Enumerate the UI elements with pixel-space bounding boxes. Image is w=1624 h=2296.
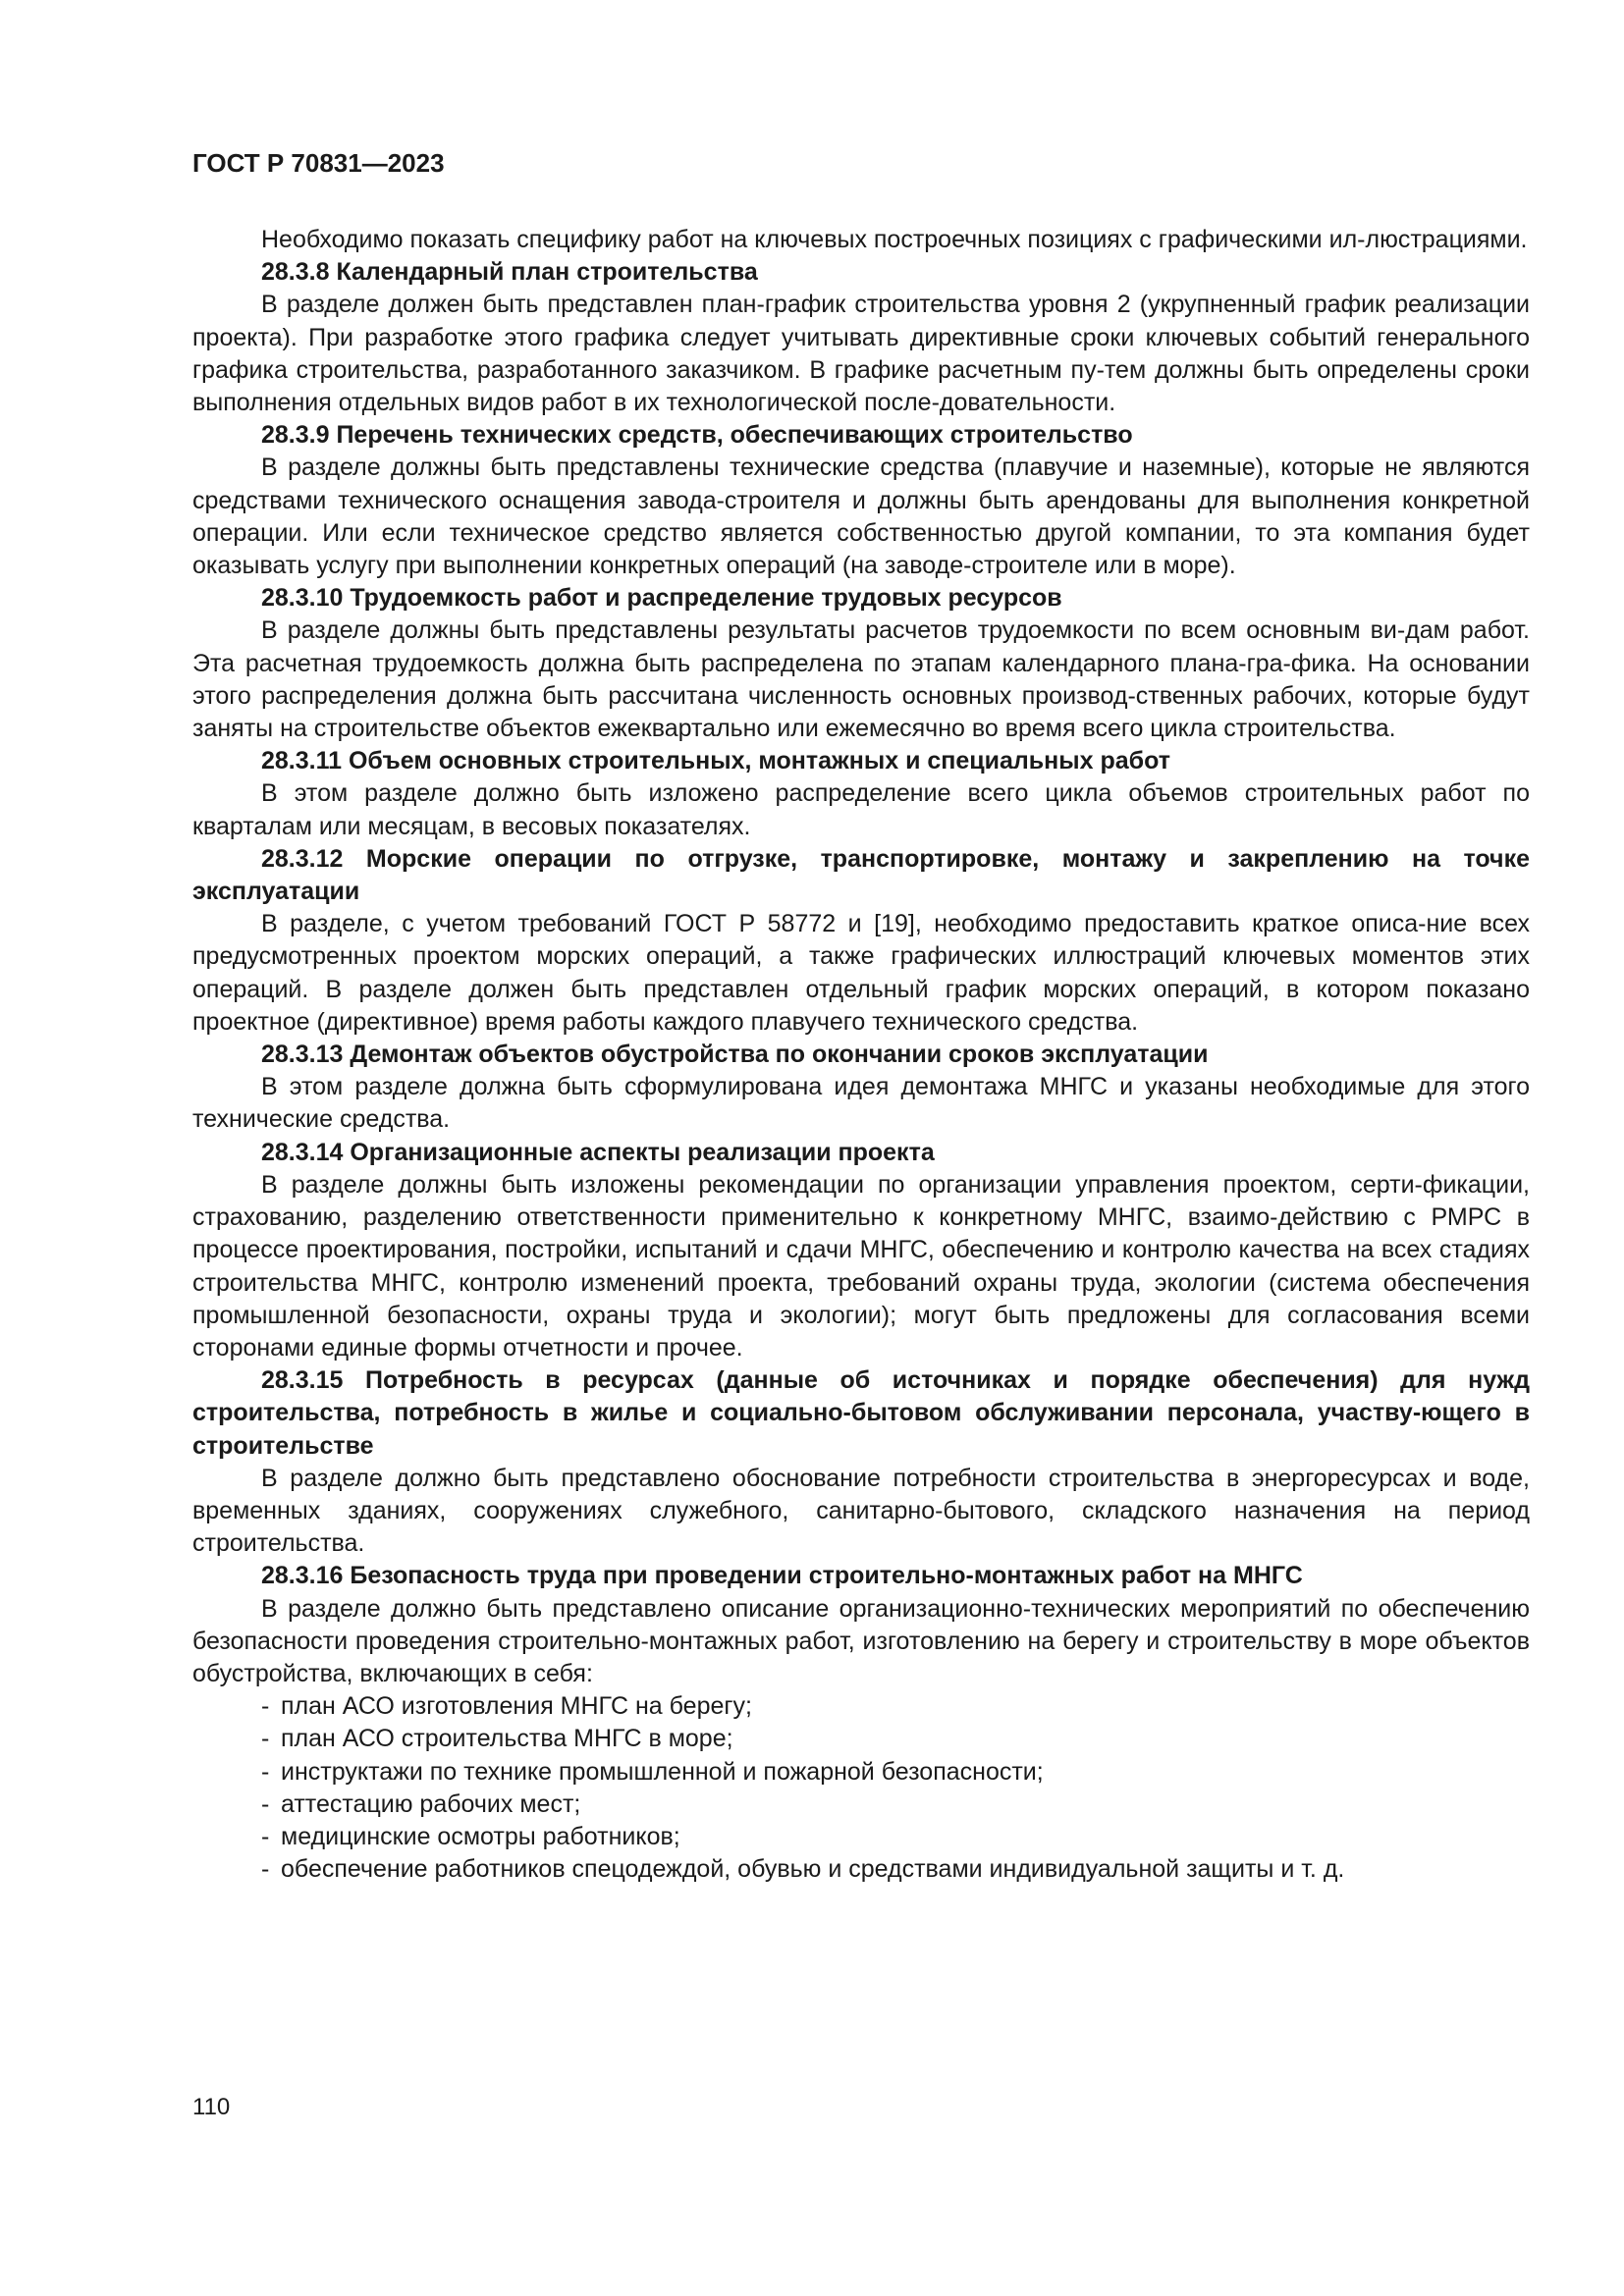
list-item-text: обеспечение работников спецодеждой, обувью и средствами индивидуальной защиты и т. д. [281,1855,1345,1884]
list-item [192,1723,1530,1755]
body-paragraph: В разделе должны быть представлены результаты расчетов трудоемкости по всем основным ви-дам работ. Эта расчетная трудоемкость должна быть распределена по этапам календарного плана-гра-фика. На основании этого распределения должна быть рассчитана численность основных производ-ственных рабочих, которые будут заняты на строительстве объектов ежеквартально или ежемесячно во время всего цикла строительства. [192,616,1530,743]
section-heading: 28.3.13 Демонтаж объектов обустройства по окончании сроков эксплуатации [261,1041,1209,1069]
list-item [192,1756,1530,1789]
body-paragraph: В этом разделе должна быть сформулирована идея демонтажа МНГС и указаны необходимые для этого технические средства. [192,1073,1530,1134]
section-heading: 28.3.12 Морские операции по отгрузке, транспортировке, монтажу и закреплению на точке эксплуатации [192,844,1530,906]
section-heading: 28.3.16 Безопасность труда при проведении строительно-монтажных работ на МНГС [261,1562,1303,1590]
list-item-text: инструктажи по технике промышленной и пожарной безопасности; [281,1757,1044,1786]
body-paragraph: В разделе должно быть представлено описание организационно-технических мероприятий по обеспечению безопасности проведения строительно-монтажных работ, изготовлению на берегу и строительству в море объектов обустройства, включающих в себя: [192,1594,1530,1687]
document-body [192,224,1530,1886]
list-item-text: аттестацию рабочих мест; [281,1789,581,1818]
section-heading: 28.3.10 Трудоемкость работ и распределение трудовых ресурсов [261,584,1062,613]
requirements-list [192,1690,1530,1886]
list-item [192,1853,1530,1886]
list-item [192,1690,1530,1723]
list-item-text: план АСО строительства МНГС в море; [281,1725,733,1753]
list-item-text: медицинские осмотры работников; [281,1822,680,1850]
list-item-text: план АСО изготовления МНГС на берегу; [281,1692,752,1721]
list-dash-marker: - [261,1757,270,1786]
list-dash-marker: - [261,1855,270,1884]
body-paragraph: В этом разделе должно быть изложено распределение всего цикла объемов строительных работ по кварталам или месяцам, в весовых показателях. [192,779,1530,840]
body-paragraph: В разделе должны быть представлены технические средства (плавучие и наземные), которые не являются средствами технического оснащения завода-строителя и должны быть арендованы для выполнения конкретной операции. Или если техническое средство является собственностью другой компании, то эта компания будет оказывать услугу при выполнении конкретных операций (на заводе-строителе или в море). [192,454,1530,580]
body-paragraph: Необходимо показать специфику работ на ключевых построечных позициях с графическими ил-люстрациями. [261,226,1528,253]
page-number: 110 [192,2094,231,2120]
list-dash-marker: - [261,1692,270,1721]
section-heading: 28.3.14 Организационные аспекты реализации проекта [261,1138,935,1166]
body-paragraph: В разделе должно быть представлено обоснование потребности строительства в энергоресурсах и воде, временных зданиях, сооружениях служебного, санитарно-бытового, складского назначения на период строительства. [192,1464,1530,1558]
section-heading: 28.3.15 Потребность в ресурсах (данные об источниках и порядке обеспечения) для нужд строительства, потребность в жилье и социально-бытовом обслуживании персонала, участву-ющего в строительстве [192,1366,1530,1460]
body-paragraph: В разделе, с учетом требований ГОСТ Р 58772 и [19], необходимо предоставить краткое описа-ние всех предусмотренных проектом морских операций, а также графических иллюстраций ключевых моментов этих операций. В разделе должен быть представлен отдельный график морских операций, в котором показано проектное (директивное) время работы каждого плавучего технического средства. [192,910,1530,1036]
list-item [192,1789,1530,1821]
document-code-header: ГОСТ Р 70831—2023 [192,148,445,178]
section-heading: 28.3.8 Календарный план строительства [261,258,758,287]
list-dash-marker: - [261,1725,270,1753]
section-heading: 28.3.11 Объем основных строительных, монтажных и специальных работ [261,747,1170,775]
body-paragraph: В разделе должны быть изложены рекомендации по организации управления проектом, серти-фикации, страхованию, разделению ответственности применительно к конкретному МНГС, взаимо-действию с РМРС в процессе проектирования, постройки, испытаний и сдачи МНГС, обеспечению и контролю качества на всех стадиях строительства МНГС, контролю изменений проекта, требований охраны труда, экологии (система обеспечения промышленной безопасности, охраны труда и экологии); могут быть предложены для согласования всеми сторонами единые формы отчетности и прочее. [192,1170,1530,1362]
section-heading: 28.3.9 Перечень технических средств, обеспечивающих строительство [261,421,1133,450]
list-item [192,1821,1530,1853]
list-dash-marker: - [261,1789,270,1818]
body-paragraph: В разделе должен быть представлен план-график строительства уровня 2 (укрупненный график реализации проекта). При разработке этого графика следует учитывать директивные сроки ключевых событий генерального графика строительства, разработанного заказчиком. В графике расчетным пу-тем должны быть определены сроки выполнения отдельных видов работ в их технологической после-довательности. [192,291,1530,417]
list-dash-marker: - [261,1822,270,1850]
